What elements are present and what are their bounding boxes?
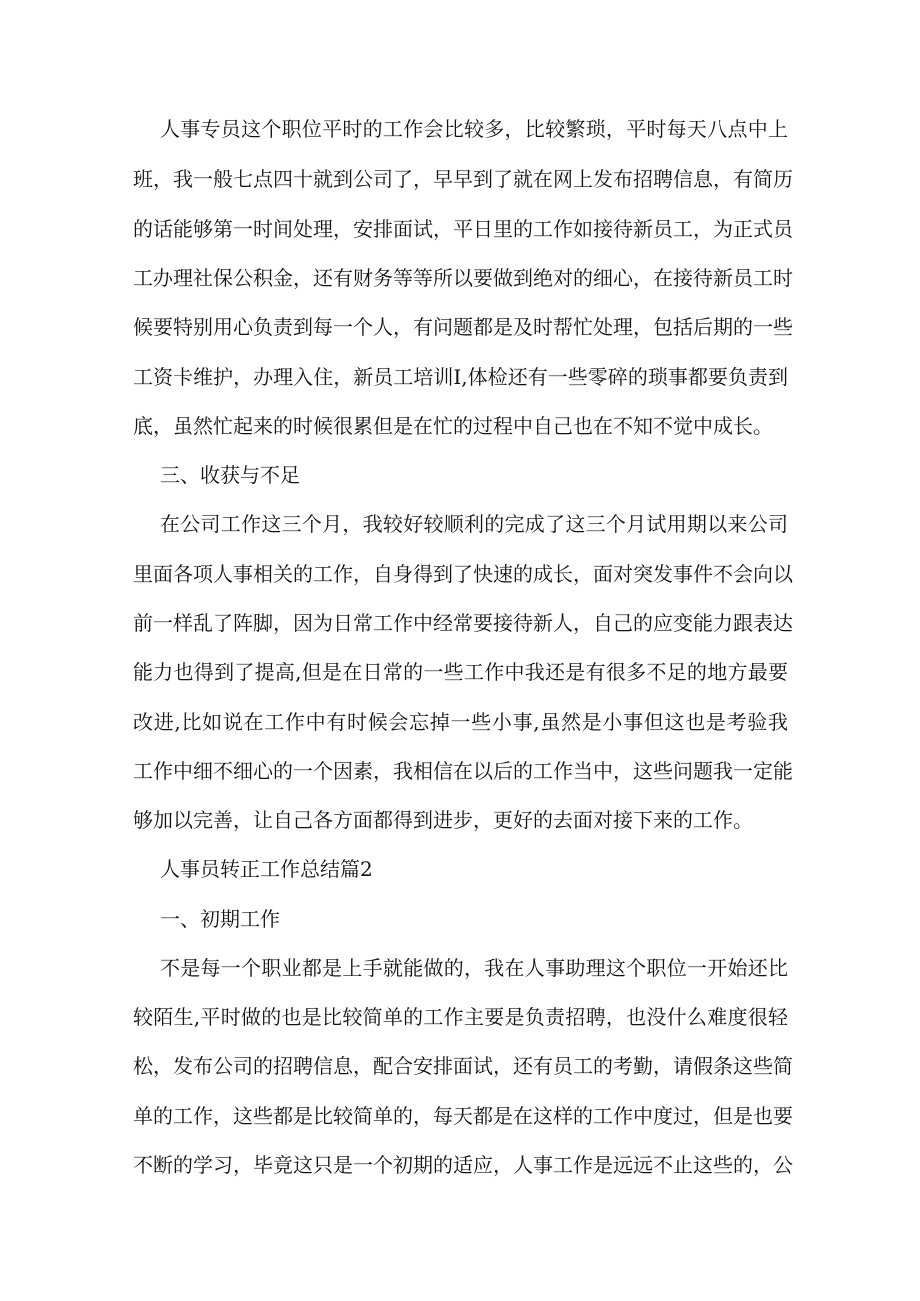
paragraph-line: 在公司工作这三个月，我较好较顺利的完成了这三个月试用期以来公司	[160, 512, 788, 536]
paragraph-line: 人事专员这个职位平时的工作会比较多，比较繁琐，平时每天八点中上	[160, 117, 788, 141]
paragraph-line: 能力也得到了提高,但是在日常的一些工作中我还是有很多不足的地方最要	[133, 660, 788, 684]
paragraph-line: 较陌生,平时做的也是比较简单的工作主要是负责招聘，也没什么难度很轻	[133, 1005, 788, 1029]
paragraph-line: 的话能够第一时间处理，安排面试，平日里的工作如接待新员工，为正式员	[133, 217, 793, 241]
paragraph-line: 里面各项人事相关的工作，自身得到了快速的成长，面对突发事件不会向以	[133, 562, 793, 586]
paragraph-line: 班，我一般七点四十就到公司了，早早到了就在网上发布招聘信息，有简历	[133, 167, 793, 191]
article-title: 人事员转正工作总结篇2	[160, 857, 373, 881]
paragraph-line: 工作中细不细心的一个因素，我相信在以后的工作当中，这些问题我一定能	[133, 759, 793, 783]
paragraph-line: 工办理社保公积金，还有财务等等所以要做到绝对的细心，在接待新员工时	[133, 266, 793, 290]
paragraph-line: 单的工作，这些都是比较简单的，每天都是在这样的工作中度过，但是也要	[133, 1104, 793, 1128]
paragraph-line: 改进,比如说在工作中有时候会忘掉一些小事,虽然是小事但这也是考验我	[133, 710, 788, 734]
paragraph-line: 候要特别用心负责到每一个人，有问题都是及时帮忙处理，包括后期的一些	[133, 315, 793, 339]
paragraph-line: 松，发布公司的招聘信息，配合安排面试，还有员工的考勤，请假条这些简	[133, 1054, 793, 1078]
section-heading: 三、收获与不足	[160, 463, 300, 487]
section-heading: 一、初期工作	[160, 907, 280, 931]
paragraph-line: 不是每一个职业都是上手就能做的，我在人事助理这个职位一开始还比	[160, 956, 788, 980]
paragraph-line: 底，虽然忙起来的时候很累但是在忙的过程中自己也在不知不觉中成长。	[133, 414, 773, 438]
paragraph-line: 不断的学习，毕竟这只是一个初期的适应，人事工作是远远不止这些的，公	[133, 1153, 793, 1177]
paragraph-line: 够加以完善，让自己各方面都得到进步，更好的去面对接下来的工作。	[133, 808, 753, 832]
paragraph-line: 前一样乱了阵脚，因为日常工作中经常要接待新人，自己的应变能力跟表达	[133, 611, 793, 635]
paragraph-line: 工资卡维护，办理入住，新员工培训I,体检还有一些零碎的琐事都要负责到	[133, 365, 788, 389]
